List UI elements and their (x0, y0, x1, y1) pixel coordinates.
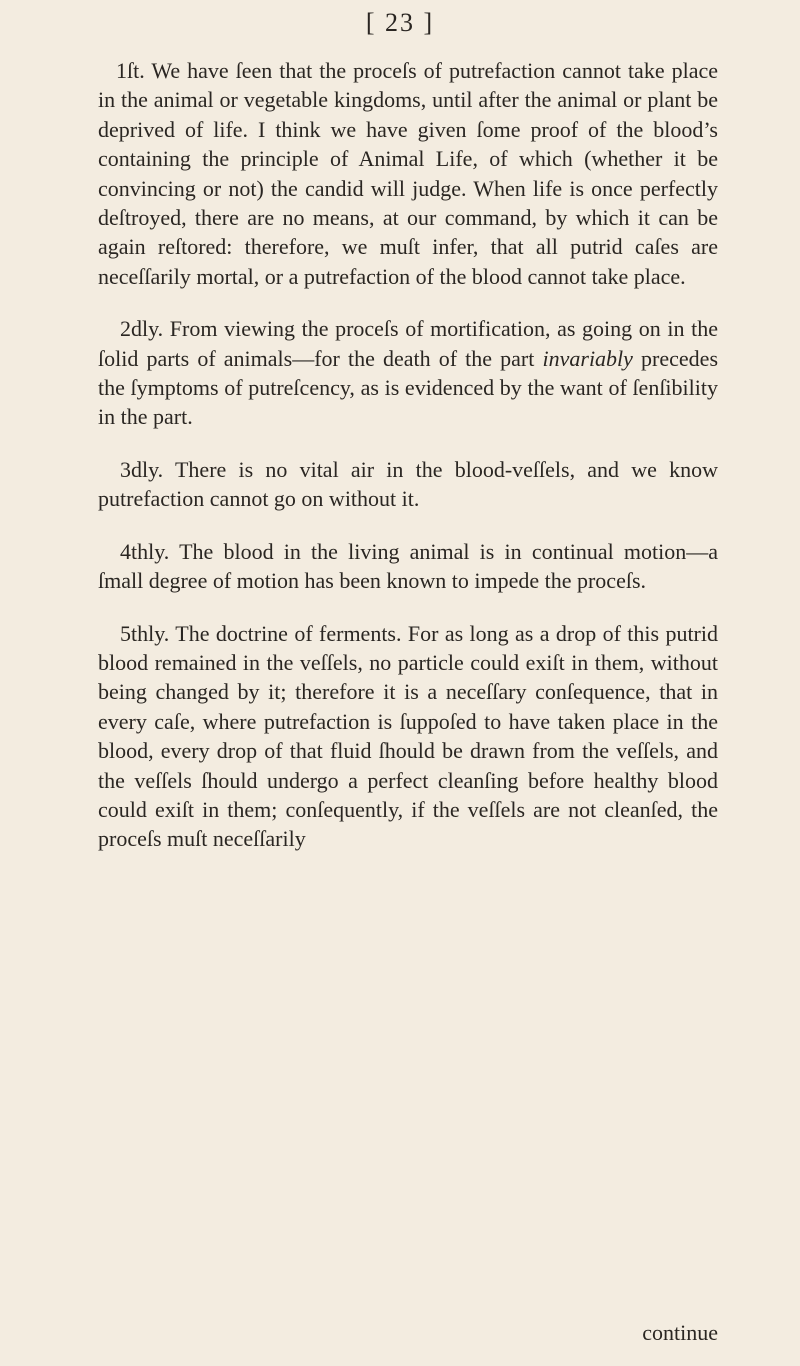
paragraph-second-reason (98, 314, 718, 432)
paragraph-text: precedes the ſymptoms of putreſcency, as is evidenced by the want of ſenſibility in the part. (98, 345, 719, 430)
paragraph-text: 4thly. The blood in the living animal is in continual motion—a ſmall degree of motion has been known to impede the proceſs. (98, 538, 718, 594)
paragraph-third-reason (98, 455, 718, 514)
paragraph-text: 5thly. The doctrine of ferments. For as long as a drop of this putrid blood remained in the veſſels, no particle could exiſt in them, without being changed by it; therefore it is a neceſſary conſequence, that in every caſe, where putrefaction is ſuppoſed to have taken place in the blood, every drop of that fluid ſhould be drawn from the veſſels, and the veſſels ſhould undergo a perfect cleanſing before healthy blood could exiſt in them; conſequently, if the veſſels are not cleanſed, the proceſs muſt neceſſarily (98, 620, 718, 852)
catchword: continue (642, 1320, 718, 1345)
page-number: [ 23 ] (365, 8, 435, 37)
paragraph-fifth-reason (98, 619, 718, 854)
paragraph-fourth-reason (98, 537, 718, 596)
italic-emphasis: invariably (542, 345, 633, 371)
paragraph-text: 2dly. From viewing the proceſs of mortification, as going on in the ſolid parts of animals—for the death of the part (98, 316, 718, 371)
paragraph-text: 1ſt. We have ſeen that the proceſs of putrefaction cannot take place in the animal or vegetable kingdoms, until after the animal or plant be deprived of life. I think we have given ſome proof of the blood’s containing the principle of Animal Life, of which (whether it be convincing or not) the candid will judge. When life is once perfectly deſtroyed, there are no means, at our command, by which it can be again reſtored: therefore, we muſt infer, that all putrid caſes are neceſſarily mortal, or a putrefaction of the blood cannot take place. (98, 58, 718, 289)
paragraph-text: 3dly. There is no vital air in the blood-veſſels, and we know putrefaction cannot go on without it. (98, 456, 718, 512)
paragraph-first-reason (98, 56, 718, 291)
body-text (98, 56, 718, 877)
